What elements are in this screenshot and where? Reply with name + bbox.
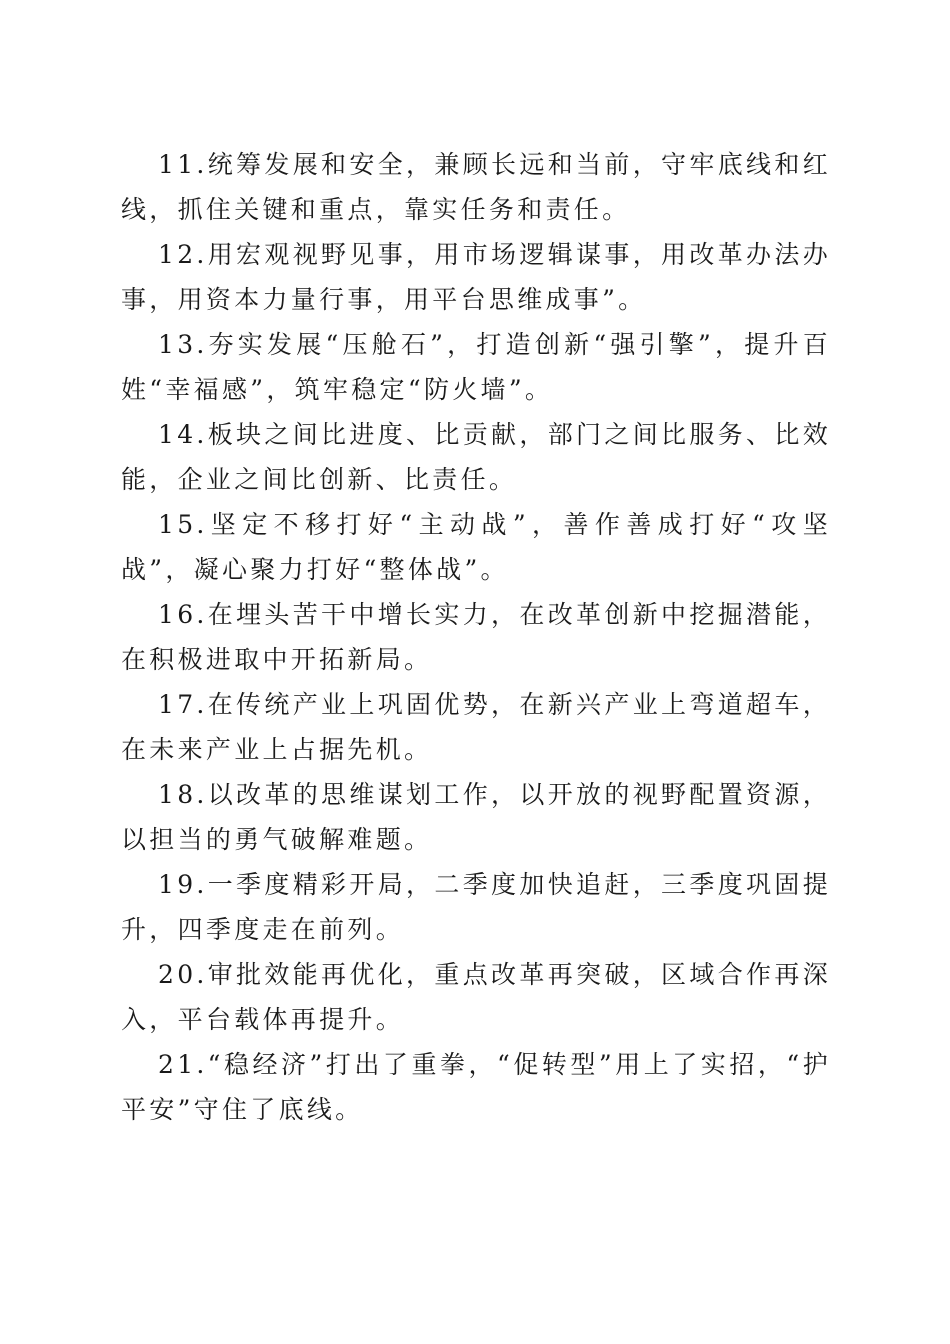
paragraph-12: 12.用宏观视野见事，用市场逻辑谋事，用改革办法办事，用资本力量行事，用平台思维成事”。 [121, 240, 831, 314]
paragraph-19: 19.一季度精彩开局，二季度加快追赶，三季度巩固提升，四季度走在前列。 [121, 870, 831, 944]
paragraph-18: 18.以改革的思维谋划工作，以开放的视野配置资源，以担当的勇气破解难题。 [121, 780, 831, 854]
paragraph-13: 13.夯实发展“压舱石”，打造创新“强引擎”，提升百姓“幸福感”，筑牢稳定“防火墙”。 [121, 330, 831, 404]
paragraph-15: 15.坚定不移打好“主动战”，善作善成打好“攻坚战”，凝心聚力打好“整体战”。 [121, 510, 831, 584]
paragraph-17: 17.在传统产业上巩固优势，在新兴产业上弯道超车，在未来产业上占据先机。 [121, 690, 831, 764]
paragraph-14: 14.板块之间比进度、比贡献，部门之间比服务、比效能，企业之间比创新、比责任。 [121, 420, 831, 494]
paragraph-20: 20.审批效能再优化，重点改革再突破，区域合作再深入，平台载体再提升。 [121, 960, 831, 1034]
paragraph-11: 11.统筹发展和安全，兼顾长远和当前，守牢底线和红线，抓住关键和重点，靠实任务和责任。 [121, 150, 831, 224]
paragraph-21: 21.“稳经济”打出了重拳，“促转型”用上了实招，“护平安”守住了底线。 [121, 1050, 831, 1124]
paragraph-16: 16.在埋头苦干中增长实力，在改革创新中挖掘潜能，在积极进取中开拓新局。 [121, 600, 831, 674]
document-body [121, 142, 831, 1132]
